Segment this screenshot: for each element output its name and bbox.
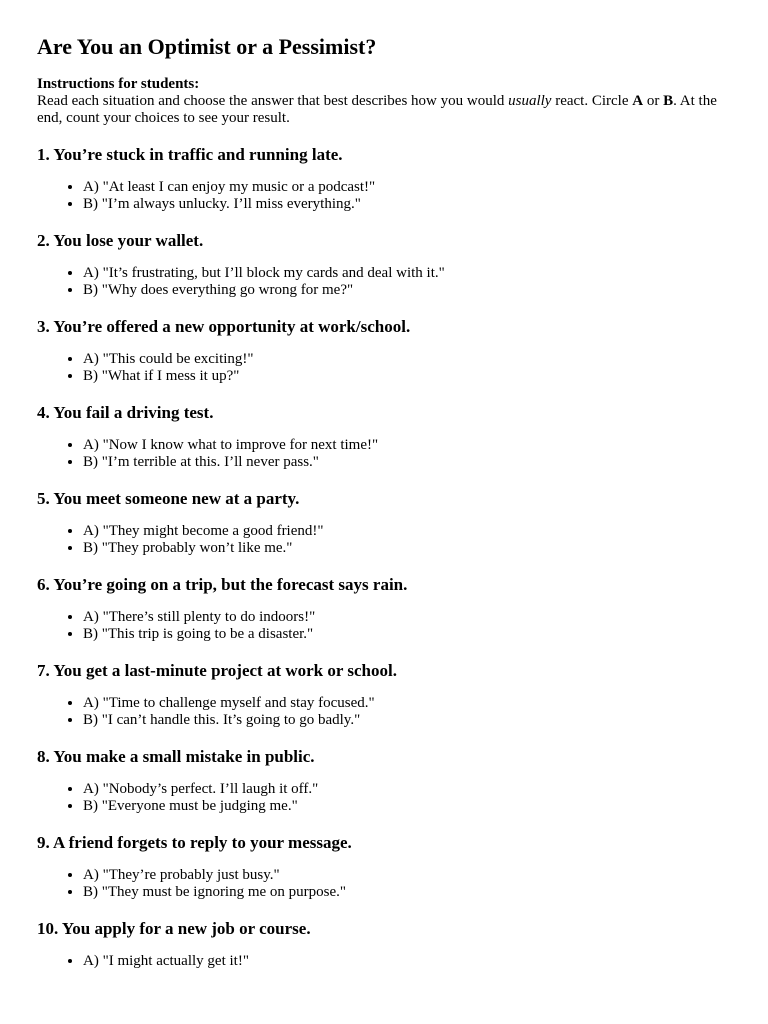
answer-option-b: • B) "What if I mess it up?" bbox=[83, 368, 731, 385]
answer-list bbox=[37, 179, 731, 213]
answer-option-a: • A) "There’s still plenty to do indoors!" bbox=[83, 609, 731, 626]
answer-list bbox=[37, 437, 731, 471]
answer-option-a: • A) "This could be exciting!" bbox=[83, 351, 731, 368]
answer-list bbox=[37, 523, 731, 557]
answer-option-b: • B) "They probably won’t like me." bbox=[83, 540, 731, 557]
instructions-option-b: B bbox=[663, 93, 674, 109]
question-heading: 5. You meet someone new at a party. bbox=[37, 489, 300, 508]
question-2 bbox=[37, 231, 731, 299]
instructions-text-before: Read each situation and choose the answer that best describes how you would bbox=[37, 93, 509, 109]
question-10 bbox=[37, 919, 731, 970]
question-6 bbox=[37, 575, 731, 643]
answer-option-b: • B) "I can’t handle this. It’s going to go badly." bbox=[83, 712, 731, 729]
answer-option-a: • A) "It’s frustrating, but I’ll block my cards and deal with it." bbox=[83, 265, 731, 282]
answer-option-b: • B) "They must be ignoring me on purpose." bbox=[83, 884, 731, 901]
answer-option-b: • B) "This trip is going to be a disaster." bbox=[83, 626, 731, 643]
question-heading: 6. You’re going on a trip, but the forecast says rain. bbox=[37, 575, 408, 594]
answer-option-b: • B) "Everyone must be judging me." bbox=[83, 798, 731, 815]
answer-list bbox=[37, 609, 731, 643]
answer-option-b: • B) "I’m terrible at this. I’ll never pass." bbox=[83, 454, 731, 471]
answer-list bbox=[37, 867, 731, 901]
instructions-text-middle: react. Circle bbox=[551, 93, 633, 109]
question-4 bbox=[37, 403, 731, 471]
instructions-label: Instructions for students: bbox=[37, 76, 200, 92]
page-title: Are You an Optimist or a Pessimist? bbox=[37, 34, 377, 59]
answer-list bbox=[37, 953, 731, 970]
instructions-text-or: or bbox=[643, 93, 664, 109]
question-7 bbox=[37, 661, 731, 729]
answer-option-a: • A) "At least I can enjoy my music or a podcast!" bbox=[83, 179, 731, 196]
question-heading: 10. You apply for a new job or course. bbox=[37, 919, 311, 938]
answer-option-a: • A) "Time to challenge myself and stay focused." bbox=[83, 695, 731, 712]
question-heading: 2. You lose your wallet. bbox=[37, 231, 204, 250]
question-3 bbox=[37, 317, 731, 385]
question-heading: 8. You make a small mistake in public. bbox=[37, 747, 315, 766]
question-5 bbox=[37, 489, 731, 557]
answer-list bbox=[37, 695, 731, 729]
answer-option-a: • A) "They’re probably just busy." bbox=[83, 867, 731, 884]
answer-list bbox=[37, 351, 731, 385]
question-8 bbox=[37, 747, 731, 815]
answer-option-b: • B) "Why does everything go wrong for me?" bbox=[83, 282, 731, 299]
question-1 bbox=[37, 145, 731, 213]
instructions-emphasis: usually bbox=[508, 93, 552, 109]
question-9 bbox=[37, 833, 731, 901]
answer-option-a: • A) "I might actually get it!" bbox=[83, 953, 731, 970]
instructions-text-after: . At the end, count your choices to see your result. bbox=[37, 93, 717, 126]
answer-list bbox=[37, 265, 731, 299]
answer-option-a: • A) "They might become a good friend!" bbox=[83, 523, 731, 540]
question-heading: 9. A friend forgets to reply to your message. bbox=[37, 833, 352, 852]
answer-list bbox=[37, 781, 731, 815]
question-heading: 7. You get a last-minute project at work or school. bbox=[37, 661, 397, 680]
answer-option-b: • B) "I’m always unlucky. I’ll miss everything." bbox=[83, 196, 731, 213]
question-heading: 4. You fail a driving test. bbox=[37, 403, 214, 422]
instructions-option-a: A bbox=[632, 93, 644, 109]
answer-option-a: • A) "Nobody’s perfect. I’ll laugh it off." bbox=[83, 781, 731, 798]
answer-option-a: • A) "Now I know what to improve for next time!" bbox=[83, 437, 731, 454]
question-heading: 3. You’re offered a new opportunity at work/school. bbox=[37, 317, 411, 336]
instructions bbox=[37, 76, 731, 127]
question-heading: 1. You’re stuck in traffic and running late. bbox=[37, 145, 343, 164]
